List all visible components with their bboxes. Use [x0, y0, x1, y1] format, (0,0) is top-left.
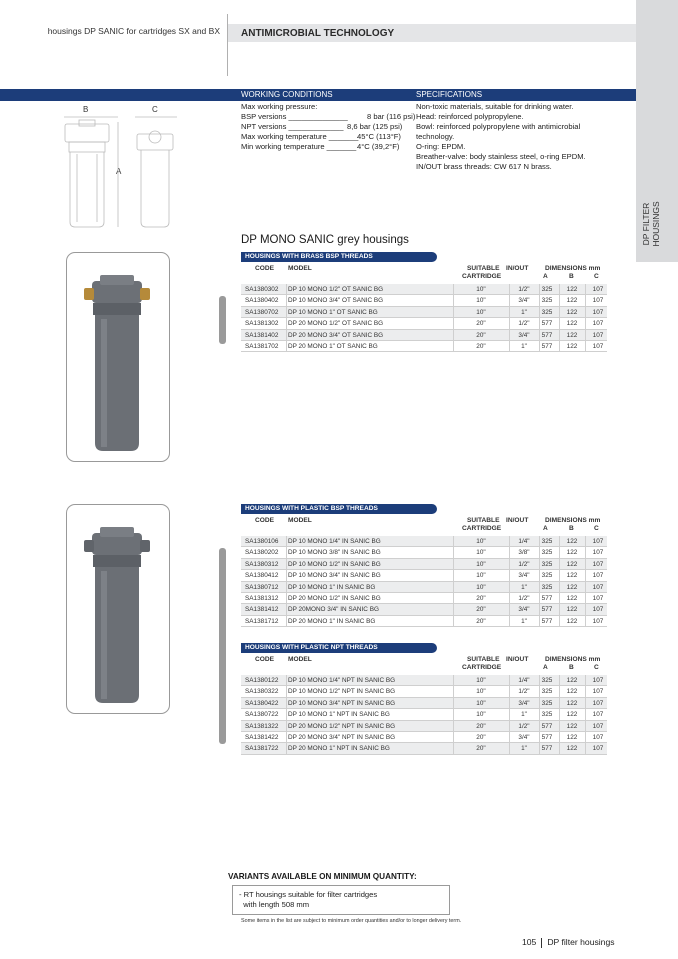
- table-cell: 10": [476, 297, 486, 305]
- table-cell: DP 20 MONO 1/2" IN SANIC BG: [288, 594, 381, 602]
- table-cell: 577: [541, 745, 553, 753]
- table-cell: 1/4": [518, 538, 530, 545]
- table-cell: 122: [566, 297, 578, 305]
- footer-section: DP filter housings: [547, 937, 615, 947]
- table-cell: 20": [476, 733, 486, 741]
- table-cell: DP 20 MONO 1/2" NPT IN SANIC BG: [288, 722, 396, 730]
- table-cell: DP 10 MONO 1/2" IN SANIC BG: [288, 560, 381, 568]
- table-cell: SA1381412: [245, 606, 279, 614]
- table-row: [241, 547, 607, 558]
- table-cell: 577: [541, 606, 553, 614]
- table-cell: 1/4": [518, 677, 530, 684]
- dim-label-c: C: [152, 105, 158, 114]
- table-cell: 1/2": [518, 560, 530, 568]
- table-cell: 325: [541, 297, 553, 305]
- table-cell: 122: [566, 583, 578, 591]
- table-cell: SA1380312: [245, 560, 279, 568]
- table-cell: 10": [476, 677, 486, 684]
- wc-line: BSP versions ______________ 8 bar (116 psi): [241, 112, 416, 121]
- table-row: [241, 295, 607, 306]
- table-cell: SA1380722: [245, 711, 279, 719]
- table-cell: 325: [541, 549, 553, 557]
- table-cell: 122: [566, 617, 578, 625]
- table-cell: DP 20 MONO 1/2" OT SANIC BG: [288, 320, 384, 328]
- table-cell: DP 10 MONO 1/4" IN SANIC BG: [288, 538, 381, 545]
- table-cell: 577: [541, 722, 553, 730]
- variants-box: [232, 885, 450, 915]
- table-cell: 325: [541, 572, 553, 580]
- product-image-frame: [66, 252, 170, 462]
- table-cell: 122: [566, 538, 578, 545]
- table-cell: 10": [476, 560, 486, 568]
- table-cell: 10": [476, 549, 486, 557]
- table-cell: 107: [592, 583, 604, 591]
- table-cell: 107: [592, 331, 604, 339]
- table-cell: DP 10 MONO 1/4" NPT IN SANIC BG: [288, 677, 396, 684]
- dimension-diagram: [55, 112, 185, 232]
- variants-line: with length 508 mm: [239, 900, 310, 909]
- table-cell: 1/2": [518, 688, 530, 696]
- table-cell: 3/4": [518, 331, 530, 339]
- table-cell: 1": [521, 342, 527, 350]
- table-row: [241, 721, 607, 732]
- table-cell: 122: [566, 308, 578, 316]
- table-cell: 1": [521, 711, 527, 719]
- table-row: [241, 536, 607, 547]
- table-cell: 107: [592, 560, 604, 568]
- table-cell: 3/4": [518, 297, 530, 305]
- table-row: [241, 593, 607, 604]
- table-cell: DP 20 MONO 3/4" OT SANIC BG: [288, 331, 384, 339]
- table-cell: DP 10 MONO 3/4" IN SANIC BG: [288, 572, 381, 580]
- table-cell: 122: [566, 331, 578, 339]
- table-cell: 325: [541, 538, 553, 545]
- table-cell: SA1381402: [245, 331, 279, 339]
- table-cell: DP 20 MONO 3/4" NPT IN SANIC BG: [288, 733, 396, 741]
- table-cell: 325: [541, 699, 553, 707]
- table-cell: SA1380712: [245, 583, 279, 591]
- table-cell: SA1380302: [245, 286, 279, 293]
- table-cell: SA1380322: [245, 688, 279, 696]
- table-cell: 10": [476, 583, 486, 591]
- spec-line: Head: reinforced polypropylene.: [416, 112, 524, 121]
- table-columns: CODE MODEL SUITABLE CARTRIDGE IN/OUT DIMENSIONS mm A B C: [255, 517, 601, 532]
- table-cell: 10": [476, 572, 486, 580]
- table-cell: 325: [541, 583, 553, 591]
- table-cell: 122: [566, 286, 578, 293]
- table-cell: DP 20 MONO 1" NPT IN SANIC BG: [288, 745, 390, 753]
- side-tab-line1: DP FILTER: [641, 202, 651, 246]
- table-cell: 122: [566, 572, 578, 580]
- table-cell: 122: [566, 560, 578, 568]
- table-cell: 107: [592, 733, 604, 741]
- table-cell: 122: [566, 549, 578, 557]
- table-cell: 577: [541, 594, 553, 602]
- product-image-frame: [66, 504, 170, 714]
- table-cell: DP 10 MONO 1/2" OT SANIC BG: [288, 286, 384, 293]
- table-cell: 10": [476, 699, 486, 707]
- table-cell: 577: [541, 617, 553, 625]
- table-cell: SA1381422: [245, 733, 279, 741]
- spec-line: O-ring: EPDM.: [416, 142, 466, 151]
- table-cell: DP 10 MONO 3/8" IN SANIC BG: [288, 549, 381, 557]
- wc-line: Max working temperature _______ 45°C (113°F): [241, 132, 401, 141]
- table-cell: 577: [541, 331, 553, 339]
- table-cell: 1": [521, 617, 527, 625]
- housing-plastic-image: [67, 505, 169, 713]
- wc-line: Min working temperature _______ 4°C (39,2°F): [241, 142, 400, 151]
- variants-line: - RT housings suitable for filter cartridges: [239, 890, 378, 899]
- table-brass-bsp: [241, 252, 607, 352]
- page-number: 105: [522, 937, 537, 947]
- table-cell: SA1380122: [245, 677, 279, 684]
- table-cell: SA1380106: [245, 538, 279, 545]
- table-cell: 107: [592, 572, 604, 580]
- working-conditions-heading: WORKING CONDITIONS: [241, 90, 333, 99]
- table-cell: 122: [566, 677, 578, 684]
- table-cell: SA1380702: [245, 308, 279, 316]
- table-row: [241, 686, 607, 697]
- table-cell: 122: [566, 688, 578, 696]
- table-row: [241, 559, 607, 570]
- table-title: HOUSINGS WITH PLASTIC NPT THREADS: [241, 643, 437, 653]
- table-row: [241, 318, 607, 329]
- table-cell: 10": [476, 538, 486, 545]
- table-cell: DP 20MONO 3/4" IN SANIC BG: [288, 606, 379, 614]
- table-cell: SA1381712: [245, 617, 279, 625]
- table-cell: 122: [566, 711, 578, 719]
- table-cell: DP 20 MONO 1" IN SANIC BG: [288, 617, 376, 625]
- page-footer: [522, 937, 615, 948]
- table-columns: CODE MODEL SUITABLE CARTRIDGE IN/OUT DIMENSIONS mm A B C: [255, 265, 601, 280]
- table-cell: 107: [592, 320, 604, 328]
- wc-line: NPT versions _____________ 8,6 bar (125 psi): [241, 122, 403, 131]
- dim-label-a: A: [116, 167, 122, 176]
- table-cell: 3/4": [518, 572, 530, 580]
- spec-line: technology.: [416, 132, 455, 141]
- table-cell: DP 10 MONO 1" NPT IN SANIC BG: [288, 711, 390, 719]
- spec-line: Non-toxic materials, suitable for drinking water.: [416, 102, 574, 111]
- table-body: [241, 284, 607, 352]
- table-cell: DP 10 MONO 3/4" OT SANIC BG: [288, 297, 384, 305]
- table-cell: 122: [566, 342, 578, 350]
- table-cell: SA1381702: [245, 342, 279, 350]
- table-cell: 577: [541, 320, 553, 328]
- table-title: HOUSINGS WITH PLASTIC BSP THREADS: [241, 504, 437, 514]
- housing-brass-image: [67, 253, 169, 461]
- wc-line: Max working pressure:: [241, 102, 318, 111]
- table-row: [241, 307, 607, 318]
- table-cell: SA1380422: [245, 699, 279, 707]
- table-cell: SA1381312: [245, 594, 279, 602]
- table-cell: SA1380202: [245, 549, 279, 557]
- table-cell: 122: [566, 722, 578, 730]
- table-cell: DP 10 MONO 3/4" NPT IN SANIC BG: [288, 699, 396, 707]
- table-cell: 325: [541, 711, 553, 719]
- spec-line: IN/OUT brass threads: CW 617 N brass.: [416, 162, 552, 171]
- table-cell: 107: [592, 549, 604, 557]
- table-row: [241, 341, 607, 352]
- table-row: [241, 675, 607, 686]
- table-cell: 20": [476, 342, 486, 350]
- table-row: [241, 743, 607, 754]
- table-cell: 3/8": [518, 549, 530, 557]
- table-cell: 1/2": [518, 320, 530, 328]
- table-row: [241, 604, 607, 615]
- table-cell: 107: [592, 286, 604, 293]
- table-cell: 20": [476, 320, 486, 328]
- table-cell: 107: [592, 699, 604, 707]
- table-cell: 107: [592, 688, 604, 696]
- spec-line: Bowl: reinforced polypropylene with antimicrobial: [416, 122, 581, 131]
- table-cell: 10": [476, 711, 486, 719]
- side-tab-line2: HOUSINGS: [651, 201, 661, 247]
- table-cell: 325: [541, 286, 553, 293]
- side-tab-label: [641, 194, 661, 254]
- table-cell: 577: [541, 342, 553, 350]
- header-left-text: housings DP SANIC for cartridges SX and BX: [47, 26, 220, 36]
- table-row: [241, 616, 607, 627]
- table-cell: 10": [476, 286, 486, 293]
- table-cell: SA1381722: [245, 745, 279, 753]
- spec-line: Breather-valve: body stainless steel, o-ring EPDM.: [416, 152, 586, 161]
- table-cell: 577: [541, 733, 553, 741]
- table-cell: 20": [476, 617, 486, 625]
- table-cell: DP 10 MONO 1/2" NPT IN SANIC BG: [288, 688, 396, 696]
- table-cell: 107: [592, 606, 604, 614]
- table-row: [241, 570, 607, 581]
- table-row: [241, 330, 607, 341]
- table-cell: 122: [566, 745, 578, 753]
- table-cell: 122: [566, 594, 578, 602]
- table-title: HOUSINGS WITH BRASS BSP THREADS: [241, 252, 437, 262]
- table-cell: 1/2": [518, 594, 530, 602]
- table-cell: 107: [592, 745, 604, 753]
- table-cell: SA1381302: [245, 320, 279, 328]
- table-cell: 122: [566, 606, 578, 614]
- table-cell: DP 10 MONO 1" OT SANIC BG: [288, 308, 378, 316]
- table-cell: 107: [592, 308, 604, 316]
- table-plastic-bsp: [241, 504, 607, 627]
- table-cell: 107: [592, 594, 604, 602]
- table-cell: 107: [592, 617, 604, 625]
- table-cell: 20": [476, 331, 486, 339]
- table-cell: 1": [521, 308, 527, 316]
- table-cell: 20": [476, 745, 486, 753]
- table-cell: 1": [521, 745, 527, 753]
- table-cell: 325: [541, 688, 553, 696]
- table-row: [241, 582, 607, 593]
- variants-title: VARIANTS AVAILABLE ON MINIMUM QUANTITY:: [228, 872, 417, 881]
- table-cell: DP 20 MONO 1" OT SANIC BG: [288, 342, 378, 350]
- table-cell: 107: [592, 722, 604, 730]
- table-cell: SA1381322: [245, 722, 279, 730]
- table-row: [241, 732, 607, 743]
- dim-label-b: B: [83, 105, 89, 114]
- table-cell: 20": [476, 722, 486, 730]
- table-cell: 325: [541, 308, 553, 316]
- table-cell: 325: [541, 560, 553, 568]
- table-cell: 10": [476, 688, 486, 696]
- footnote: Some items in the list are subject to minimum order quantities and/or to longer delivery term.: [241, 918, 462, 924]
- table-cell: 325: [541, 677, 553, 684]
- table-columns: CODE MODEL SUITABLE CARTRIDGE IN/OUT DIMENSIONS mm A B C: [255, 656, 601, 671]
- table-cell: 3/4": [518, 733, 530, 741]
- table-cell: SA1380412: [245, 572, 279, 580]
- table-cell: 10": [476, 308, 486, 316]
- table-cell: 122: [566, 699, 578, 707]
- table-row: [241, 709, 607, 720]
- table-cell: 1": [521, 583, 527, 591]
- table-cell: 107: [592, 711, 604, 719]
- table-cell: 122: [566, 320, 578, 328]
- page-title: ANTIMICROBIAL TECHNOLOGY: [241, 28, 395, 39]
- table-body: [241, 536, 607, 627]
- table-cell: 107: [592, 297, 604, 305]
- connector-bar: [219, 296, 226, 344]
- specifications-heading: SPECIFICATIONS: [416, 90, 483, 99]
- table-cell: 107: [592, 677, 604, 684]
- table-cell: 107: [592, 538, 604, 545]
- table-cell: 3/4": [518, 606, 530, 614]
- connector-bar: [219, 548, 226, 744]
- table-body: [241, 675, 607, 755]
- table-cell: SA1380402: [245, 297, 279, 305]
- table-cell: 107: [592, 342, 604, 350]
- table-cell: 20": [476, 606, 486, 614]
- table-cell: 1/2": [518, 722, 530, 730]
- table-row: [241, 698, 607, 709]
- table-cell: 3/4": [518, 699, 530, 707]
- table-cell: DP 10 MONO 1" IN SANIC BG: [288, 583, 376, 591]
- table-cell: 122: [566, 733, 578, 741]
- table-row: [241, 284, 607, 295]
- section-title: DP MONO SANIC grey housings: [241, 234, 409, 246]
- table-plastic-npt: [241, 643, 607, 755]
- table-cell: 20": [476, 594, 486, 602]
- table-cell: 1/2": [518, 286, 530, 293]
